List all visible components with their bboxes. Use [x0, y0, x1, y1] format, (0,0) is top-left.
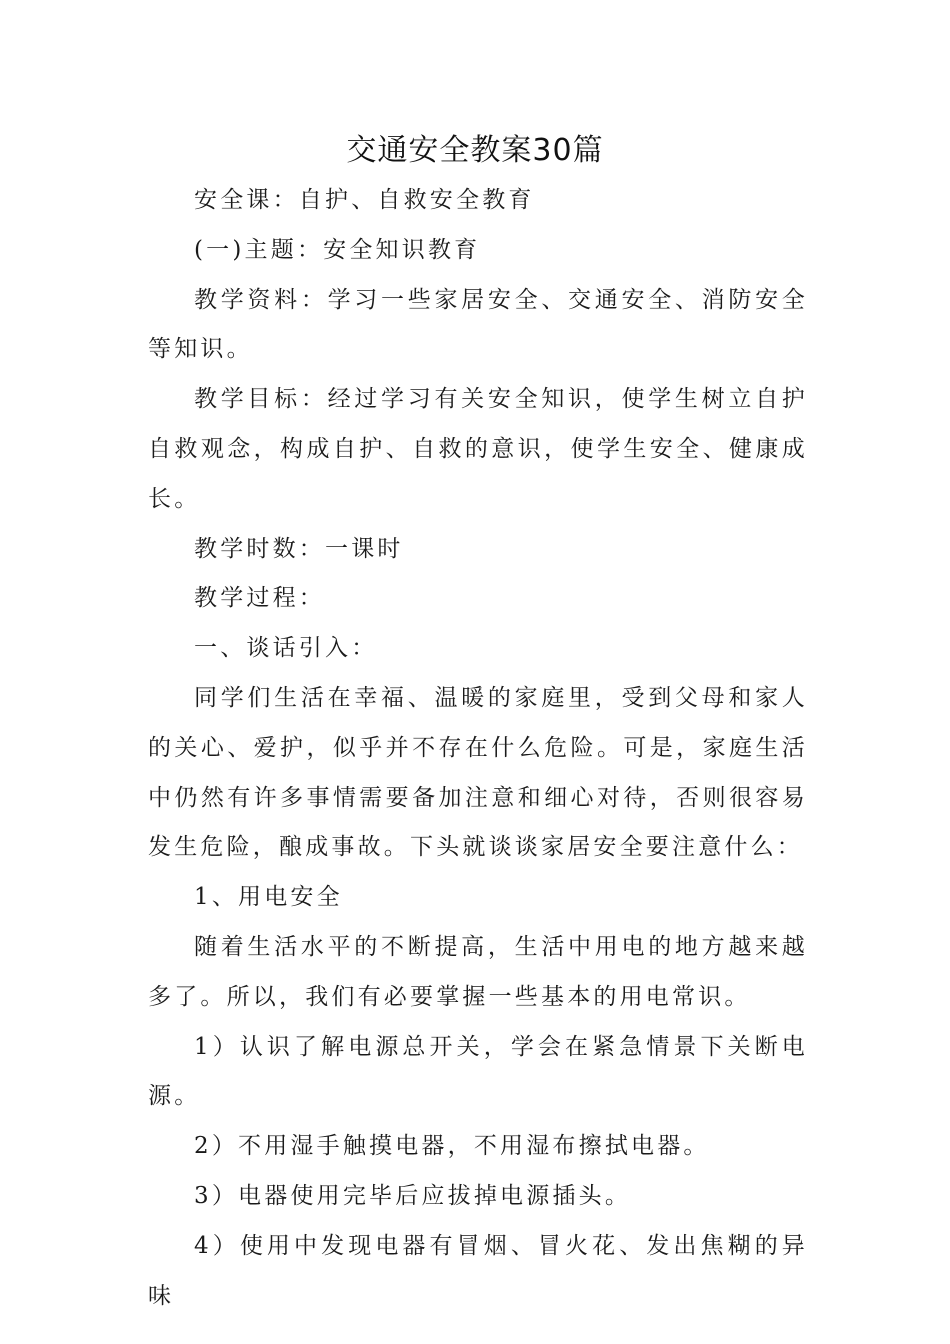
- paragraph: 教学时数：一课时: [194, 535, 404, 562]
- paragraph: 同学们生活在幸福、温暖的家庭里，受到父母和家人的关心、爱护，似乎并不存在什么危险。可是，家庭生活中仍然有许多事情需要备加注意和细心对待，否则很容易发生危险，酿成事故。下头就谈谈家居安全要注意什么：: [148, 684, 808, 861]
- paragraph: 3）电器使用完毕后应拔掉电源插头。: [194, 1182, 632, 1209]
- paragraph: 教学资料：学习一些家居安全、交通安全、消防安全等知识。: [148, 286, 808, 363]
- paragraph: 教学目标：经过学习有关安全知识，使学生树立自护自救观念，构成自护、自救的意识，使学生安全、健康成长。: [148, 386, 808, 512]
- paragraph: 1、用电安全: [194, 884, 343, 911]
- paragraph: 2）不用湿手触摸电器，不用湿布擦拭电器。: [194, 1133, 710, 1160]
- paragraph: 1）认识了解电源总开关，学会在紧急情景下关断电源。: [148, 1033, 808, 1110]
- paragraph: 教学过程：: [194, 585, 325, 612]
- paragraph: (一)主题：安全知识教育: [194, 236, 481, 263]
- paragraph: 4）使用中发现电器有冒烟、冒火花、发出焦糊的异味: [148, 1232, 808, 1309]
- document-body: [148, 176, 808, 1321]
- document-title: 交通安全教案30篇: [346, 133, 604, 168]
- paragraph: 随着生活水平的不断提高，生活中用电的地方越来越多了。所以，我们有必要掌握一些基本的用电常识。: [148, 933, 808, 1010]
- paragraph: 一、谈话引入：: [194, 635, 378, 662]
- paragraph: 安全课：自护、自救安全教育: [194, 187, 535, 213]
